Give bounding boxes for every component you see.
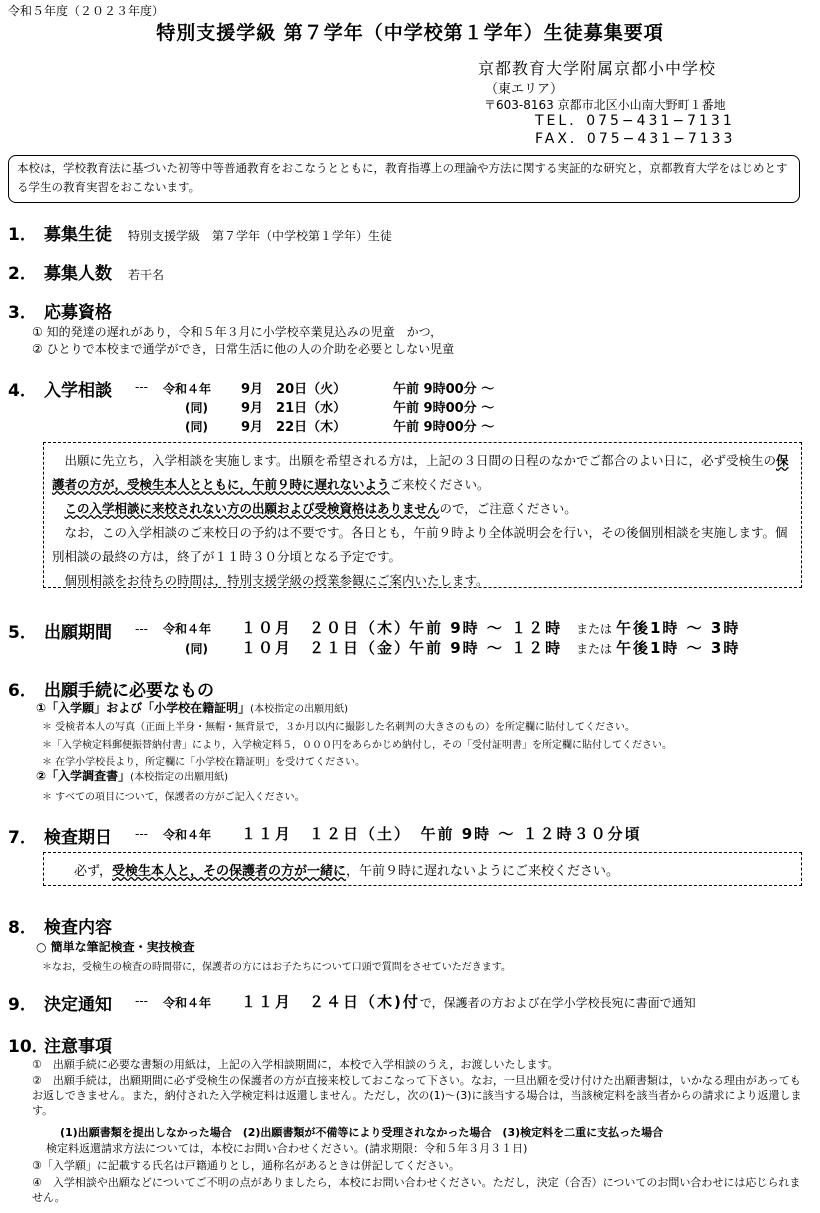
notice-emphasis: 保護者の方が，受検生本人とともに，午前９時に遅れないよう: [52, 453, 789, 492]
decision-text: で，保護者の方および在学小学校長宛に書面で通知: [419, 996, 696, 1010]
intro-box: [8, 155, 800, 203]
section-text: 特別支援学級 第７学年（中学校第１学年）生徒: [128, 229, 393, 243]
section-title: 出願期間: [44, 623, 112, 643]
caution-item: ④ 入学相談や出願などについてご不明の点がありましたら，本校にお問い合わせください。ただし，決定（合否）についてのお問い合わせには応じられません。: [32, 1176, 801, 1204]
or-word: または: [576, 622, 613, 636]
school-name: 京都教育大学附属京都小中学校: [478, 59, 717, 78]
section-number: 3．: [8, 303, 37, 323]
era-label: 令和４年: [163, 996, 212, 1010]
notice-paragraph: [52, 449, 793, 497]
time-text: 午前 9時00分 ～: [393, 420, 495, 435]
era-label: (同): [185, 642, 208, 656]
section-number: 4．: [8, 381, 37, 401]
notice-paragraph: 個別相談をお待ちの時間は，特別支援学級の授業参観にご案内いたします。: [64, 573, 489, 588]
fax-number: FAX．075−431−7133: [535, 131, 736, 147]
section-number: 5．: [8, 623, 37, 643]
dash-separator: ---: [135, 622, 148, 636]
section-7: [8, 823, 112, 848]
document-title: 特別支援学級 第７学年（中学校第１学年）生徒募集要項: [156, 22, 664, 44]
am-time: 午前 9時 ～ １２時: [409, 639, 563, 657]
document-item: [36, 767, 228, 784]
document-note: (本校指定の出願用紙): [130, 772, 228, 783]
exam-content: ○ 簡単な筆記検査・実技検査: [36, 940, 195, 954]
consultation-notice-box: [43, 442, 802, 588]
dash-separator: ---: [135, 827, 148, 841]
section-9: [8, 990, 112, 1015]
am-time: 午前 9時 ～ １２時: [409, 619, 563, 637]
requirement-note: ＊ すべての項目について，保護者の方がご記入ください。: [42, 792, 305, 803]
section-title: 出願手続に必要なもの: [44, 681, 214, 701]
era-label: 令和４年: [163, 622, 212, 636]
or-word: または: [576, 642, 613, 656]
consult-date-row: [163, 397, 494, 416]
notice-text: 出願に先立ち，入学相談を実施します。出願を希望される方は，上記の３日間の日程のなかでご都合のよい日に，必ず受検生の: [64, 453, 777, 468]
dash-separator: ---: [135, 380, 148, 394]
notice-text: 必ず，: [74, 864, 112, 879]
area-label: （東エリア）: [485, 82, 564, 97]
eligibility-item: ① 知的発達の遅れがあり，令和５年３月に小学校卒業見込みの児童 かつ，: [32, 325, 443, 339]
era-label: (同): [185, 420, 208, 434]
section-title: 検査期日: [44, 828, 112, 848]
section-4: [8, 376, 112, 401]
pm-time: 午後1時 ～ 3時: [616, 639, 741, 657]
era-label: 令和４年: [163, 382, 212, 396]
phone-number: TEL．075−431−7131: [535, 113, 735, 129]
exam-notice-box: [43, 852, 802, 886]
time-text: 午前 9時00分 ～: [393, 401, 495, 416]
date-text: １０月 ２０日（木）: [241, 619, 412, 637]
notice-text: ご来校ください。: [389, 477, 490, 492]
section-title: 注意事項: [44, 1037, 112, 1057]
school-address: 〒603-8163 京都市北区小山南大野町１番地: [484, 98, 726, 112]
document-note: (本校指定の出願用紙): [250, 704, 348, 715]
section-number: 1．: [8, 225, 37, 245]
exam-date-row: [163, 823, 642, 844]
dash-separator: ---: [135, 994, 148, 1008]
requirement-note: ＊「入学検定料郵便振替納付書」により，入学検定料５，０００円をあらかじめ納付し，その「受付証明書」を所定欄に貼付してください。: [42, 740, 672, 751]
section-number: 7．: [8, 828, 37, 848]
date-text: 9月 21日（水）: [241, 401, 347, 416]
date-text: 9月 22日（木）: [241, 420, 347, 435]
section-10: [8, 1032, 112, 1057]
caution-item: ① 出願手続に必要な書類の用紙は，上記の入学相談期間に，本校で入学相談のうえ，お渡しいたします。: [32, 1058, 559, 1071]
date-text: １１月 ２４日（木)付: [241, 993, 420, 1011]
section-5: [8, 618, 112, 643]
notice-text: ので，ご注意ください。: [439, 501, 577, 516]
document-name: ②「入学調査書」: [36, 769, 131, 783]
section-title: 決定通知: [44, 995, 112, 1015]
application-date-row: [163, 617, 740, 638]
era-label: 令和４年: [163, 828, 212, 842]
section-3: [8, 298, 112, 323]
exam-note: ＊なお，受検生の検査の時間帯に，保護者の方にはお子たちについて口頭で質問をさせていただきます。: [42, 962, 511, 973]
section-number: 10．: [8, 1037, 49, 1057]
pm-time: 午後1時 ～ 3時: [616, 619, 741, 637]
eligibility-item: ② ひとりで本校まで通学ができ，日常生活に他の人の介助を必要としない児童: [32, 342, 455, 356]
decision-date-row: [163, 991, 696, 1012]
date-text: 9月 20日（火）: [241, 382, 347, 397]
section-title: 募集人数: [44, 264, 112, 284]
notice-text: ，午前９時に遅れないようにご来校ください。: [345, 864, 619, 879]
section-number: 2．: [8, 264, 37, 284]
consult-date-row: [163, 378, 494, 397]
section-title: 応募資格: [44, 303, 112, 323]
time-text: 午前 9時00分 ～: [393, 382, 495, 397]
notice-emphasis: 受検生本人と，その保護者の方が一緒に: [111, 864, 346, 879]
application-date-row: [163, 637, 740, 658]
section-2: [8, 259, 164, 284]
section-number: 6．: [8, 681, 37, 701]
consult-date-row: [163, 416, 494, 435]
section-title: 検査内容: [44, 918, 112, 938]
fiscal-year-line: 令和５年度（２０２３年度）: [8, 4, 165, 18]
section-6: [8, 676, 214, 701]
notice-paragraph: [52, 497, 793, 521]
notice-paragraph: なお，この入学相談のご来校日の予約は不要です。各日とも，午前９時より全体説明会を行い，その後個別相談を実施します。個別相談の最終の方は，終了が１１時３０分頃となる予定です。: [52, 525, 788, 564]
section-number: 9．: [8, 995, 37, 1015]
date-text: １１月 １２日（土） 午前 9時 ～ １２時３０分頃: [241, 825, 642, 843]
document-item: [36, 699, 348, 716]
section-text: 若干名: [128, 268, 165, 282]
refund-method: 検定料返還請求方法については，本校にお問い合わせください。(請求期限：令和５年３月３１日): [46, 1142, 528, 1155]
era-label: (同): [185, 401, 208, 415]
section-8: [8, 913, 112, 938]
section-1: [8, 220, 392, 245]
notice-emphasis: この入学相談に来校されない方の出願および受検資格はありません: [64, 501, 440, 516]
section-title: 入学相談: [44, 381, 112, 401]
document-name: ①「入学願」および「小学校在籍証明」: [36, 701, 251, 715]
caution-item: ③「入学願」に記載する氏名は戸籍通りとし，通称名があるときは併記してください。: [32, 1159, 460, 1172]
refund-cases: (1)出願書類を提出しなかった場合 (2)出願書類が不備等により受理されなかった場合 (3)検定料を二重に支払った場合: [60, 1126, 664, 1139]
requirement-note: ＊ 受検者本人の写真（正面上半身・無帽・無背景で，３か月以内に撮影した名刺判の大きさのもの）を所定欄に貼付してください。: [42, 722, 635, 733]
section-number: 8．: [8, 918, 37, 938]
intro-text: 本校は，学校教育法に基づいた初等中等普通教育をおこなうとともに，教育指導上の理論や方法に関する実証的な研究と，京都教育大学をはじめとする学生の教育実習をおこないます。: [17, 161, 788, 194]
caution-item: ② 出願手続は，出願期間に必ず受検生の保護者の方が直接来校しておこなって下さい。なお，一旦出願を受け付けた出願書類は，いかなる理由があってもお返しできません。また，納付された入学検定料は返還しません。ただし，次の(1)～(3)に該当する場合は，当該検定料を該当者からの請求により返還します。: [32, 1074, 802, 1117]
requirement-note: ＊ 在学小学校長より，所定欄に「小学校在籍証明」を受けてください。: [42, 757, 366, 768]
date-text: １０月 ２１日（金）: [241, 639, 412, 657]
section-title: 募集生徒: [44, 225, 112, 245]
